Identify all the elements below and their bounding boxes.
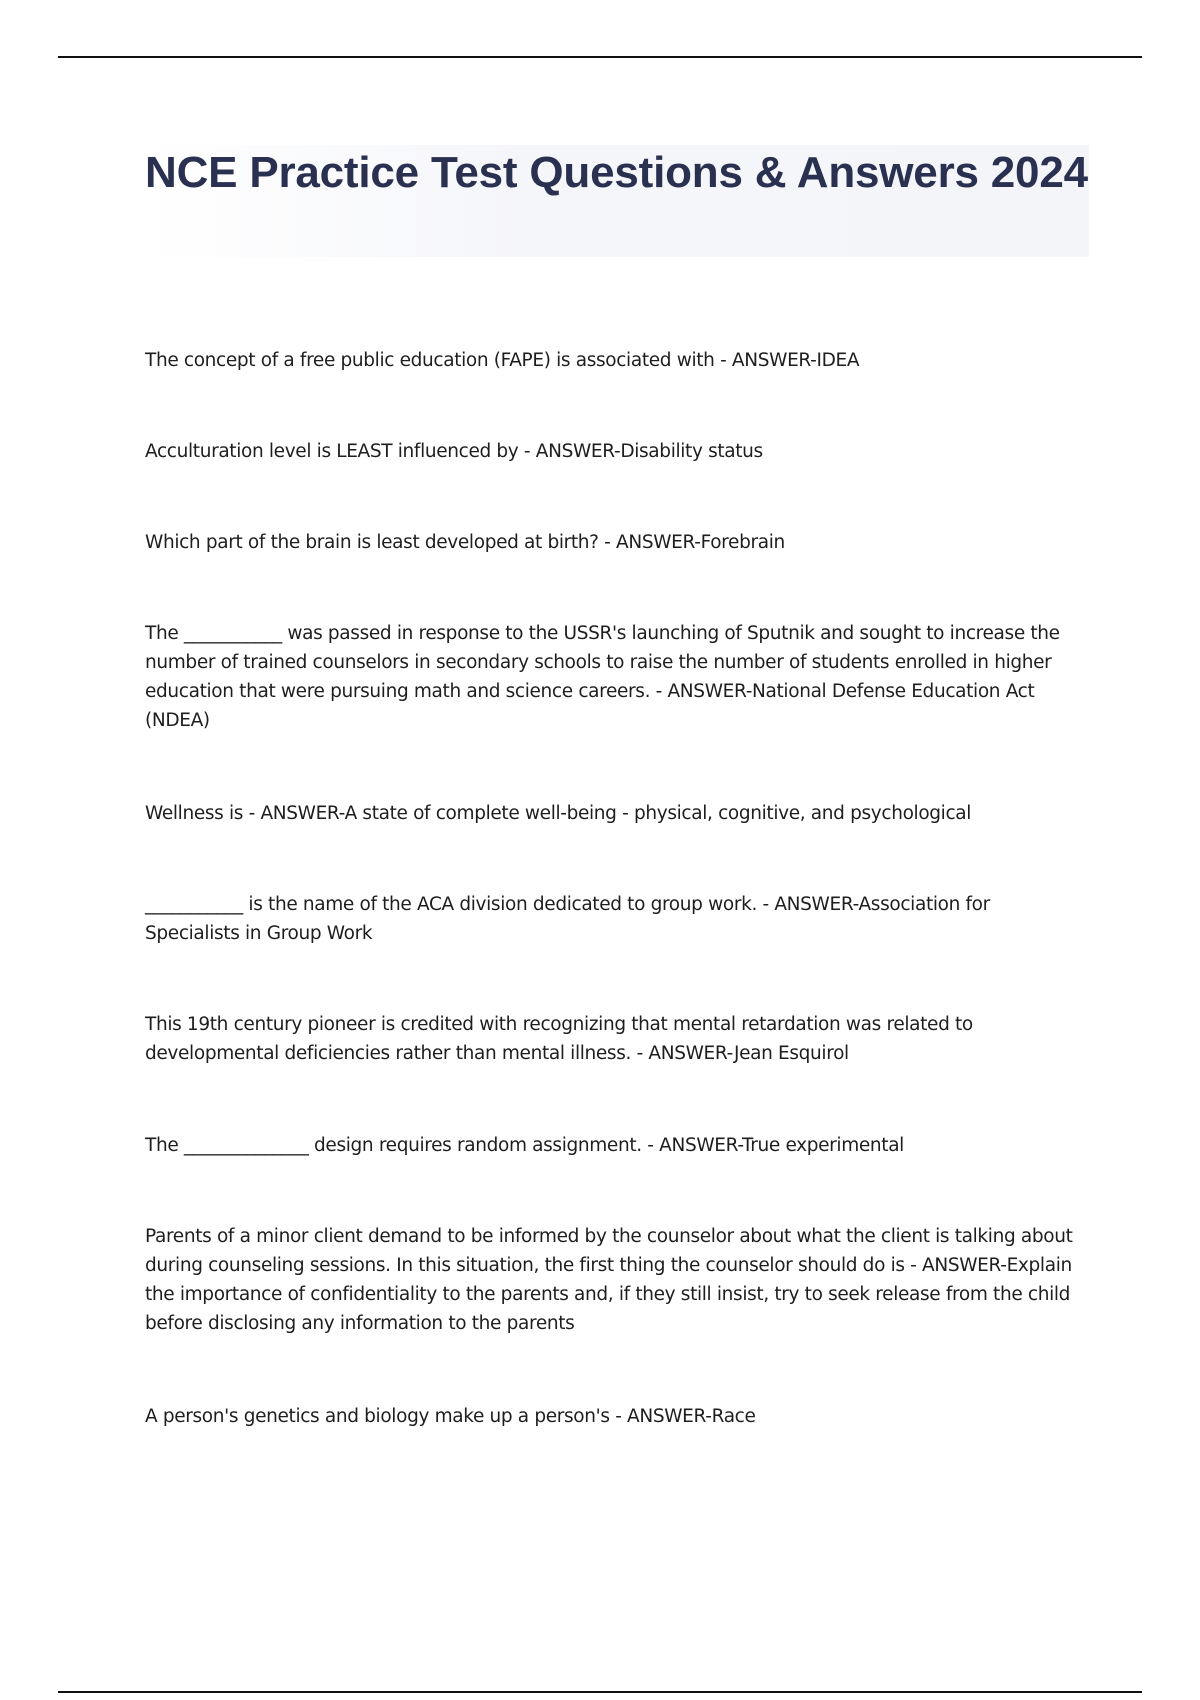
title-banner xyxy=(145,145,1089,257)
qa-item: Wellness is - ANSWER-A state of complete well-being - physical, cognitive, and psychological xyxy=(145,803,972,824)
footer-rule xyxy=(58,1691,1142,1693)
qa-item: The ______________ design requires random assignment. - ANSWER-True experimental xyxy=(145,1135,904,1156)
qa-item: The concept of a free public education (FAPE) is associated with - ANSWER-IDEA xyxy=(145,350,860,371)
qa-item: The ___________ was passed in response to the USSR's launching of Sputnik and sought to increase the number of trained counselors in secondary schools to raise the number of students enrolled in higher education that were pursuing math and science careers. - ANSWER-National Defense Education Act (NDEA) xyxy=(145,623,1060,731)
qa-item: ___________ is the name of the ACA division dedicated to group work. - ANSWER-Association for Specialists in Group Work xyxy=(145,894,990,944)
qa-item: This 19th century pioneer is credited with recognizing that mental retardation was related to developmental deficiencies rather than mental illness. - ANSWER-Jean Esquirol xyxy=(145,1014,973,1064)
qa-item: Parents of a minor client demand to be informed by the counselor about what the client is talking about during counseling sessions. In this situation, the first thing the counselor should do is - ANSWER-Explain the importance of confidentiality to the parents and, if they still insist, try to seek release from the child before disclosing any information to the parents xyxy=(145,1226,1073,1334)
qa-item: Which part of the brain is least developed at birth? - ANSWER-Forebrain xyxy=(145,532,785,553)
qa-item: A person's genetics and biology make up a person's - ANSWER-Race xyxy=(145,1406,756,1427)
header-rule xyxy=(58,56,1142,58)
page-title: NCE Practice Test Questions & Answers 2024 xyxy=(145,148,1088,197)
qa-item: Acculturation level is LEAST influenced by - ANSWER-Disability status xyxy=(145,441,763,462)
